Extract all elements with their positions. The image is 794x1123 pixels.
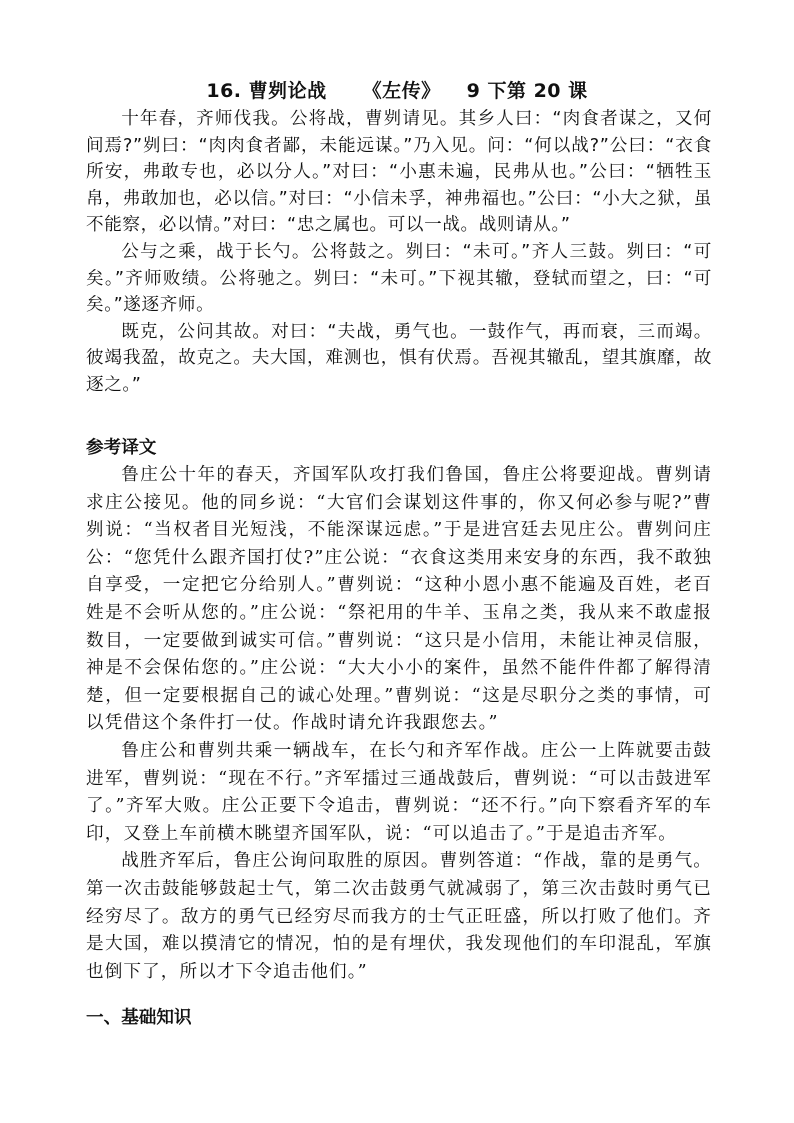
source-label: 《左传》 bbox=[362, 80, 441, 102]
original-text bbox=[86, 106, 712, 399]
page-title bbox=[0, 76, 794, 103]
reference-translation bbox=[86, 462, 712, 986]
reference-heading: 参考译文 bbox=[86, 438, 157, 458]
translation-paragraph-3: 战胜齐军后，鲁庄公询问取胜的原因。曹刿答道：“作战，靠的是勇气。第一次击鼓能够鼓起士气，第二次击鼓勇气就减弱了，第三次击鼓时勇气已经穷尽了。敌方的勇气已经穷尽而我方的士气正旺盛，所以打败了他们。齐是大国，难以摸清它的情况，怕的是有埋伏，我发现他们的车印混乱，军旗也倒下了，所以才下令追击他们。” bbox=[86, 851, 712, 982]
original-paragraph-2: 公与之乘，战于长勺。公将鼓之。刿曰：“未可。”齐人三鼓。刿曰：“可矣。”齐师败绩。公将驰之。刿曰：“未可。”下视其辙，登轼而望之，曰：“可矣。”遂逐齐师。 bbox=[86, 241, 712, 316]
section-heading-basic-knowledge: 一、基础知识 bbox=[86, 1008, 192, 1028]
original-paragraph-1: 十年春，齐师伐我。公将战，曹刿请见。其乡人曰：“肉食者谋之，又何间焉?”刿曰：“肉肉食者鄙，未能远谋。”乃入见。问：“何以战?”公曰：“衣食所安，弗敢专也，必以分人。”对曰：“小惠未遍，民弗从也。”公曰：“牺牲玉帛，弗敢加也，必以信。”对曰：“小信未孚，神弗福也。”公曰：“小大之狱，虽不能察，必以情。”对曰：“忠之属也。可以一战。战则请从。” bbox=[86, 109, 712, 236]
translation-paragraph-2: 鲁庄公和曹刿共乘一辆战车，在长勺和齐军作战。庄公一上阵就要击鼓进军，曹刿说：“现在不行。”齐军擂过三通战鼓后，曹刿说：“可以击鼓进军了。”齐军大败。庄公正要下令追击，曹刿说：“还不行。”向下察看齐军的车印，又登上车前横木眺望齐国军队，说：“可以追击了。”于是追击齐军。 bbox=[86, 740, 712, 844]
original-paragraph-3: 既克，公问其故。对曰：“夫战，勇气也。一鼓作气，再而衰，三而竭。彼竭我盈，故克之。夫大国，难测也，惧有伏焉。吾视其辙乱，望其旗靡，故逐之。” bbox=[86, 321, 712, 395]
translation-paragraph-1: 鲁庄公十年的春天，齐国军队攻打我们鲁国，鲁庄公将要迎战。曹刿请求庄公接见。他的同乡说：“大官们会谋划这件事的，你又何必参与呢?”曹刿说：“当权者目光短浅，不能深谋远虑。”于是进宫廷去见庄公。曹刿问庄公：“您凭什么跟齐国打仗?”庄公说：“衣食这类用来安身的东西，我不敢独自享受，一定把它分给别人。”曹刿说：“这种小恩小惠不能遍及百姓，老百姓是不会听从您的。”庄公说：“祭祀用的牛羊、玉帛之类，我从来不敢虚报数目，一定要做到诚实可信。”曹刿说：“这只是小信用，未能让神灵信服，神是不会保佑您的。”庄公说：“大大小小的案件，虽然不能件件都了解得清楚，但一定要根据自己的诚心处理。”曹刿说：“这是尽职分之类的事情，可以凭借这个条件打一仗。作战时请允许我跟您去。” bbox=[86, 465, 712, 734]
lesson-title: 16. 曹刿论战 bbox=[206, 80, 327, 102]
lesson-number: 9 下第 20 课 bbox=[466, 80, 588, 102]
